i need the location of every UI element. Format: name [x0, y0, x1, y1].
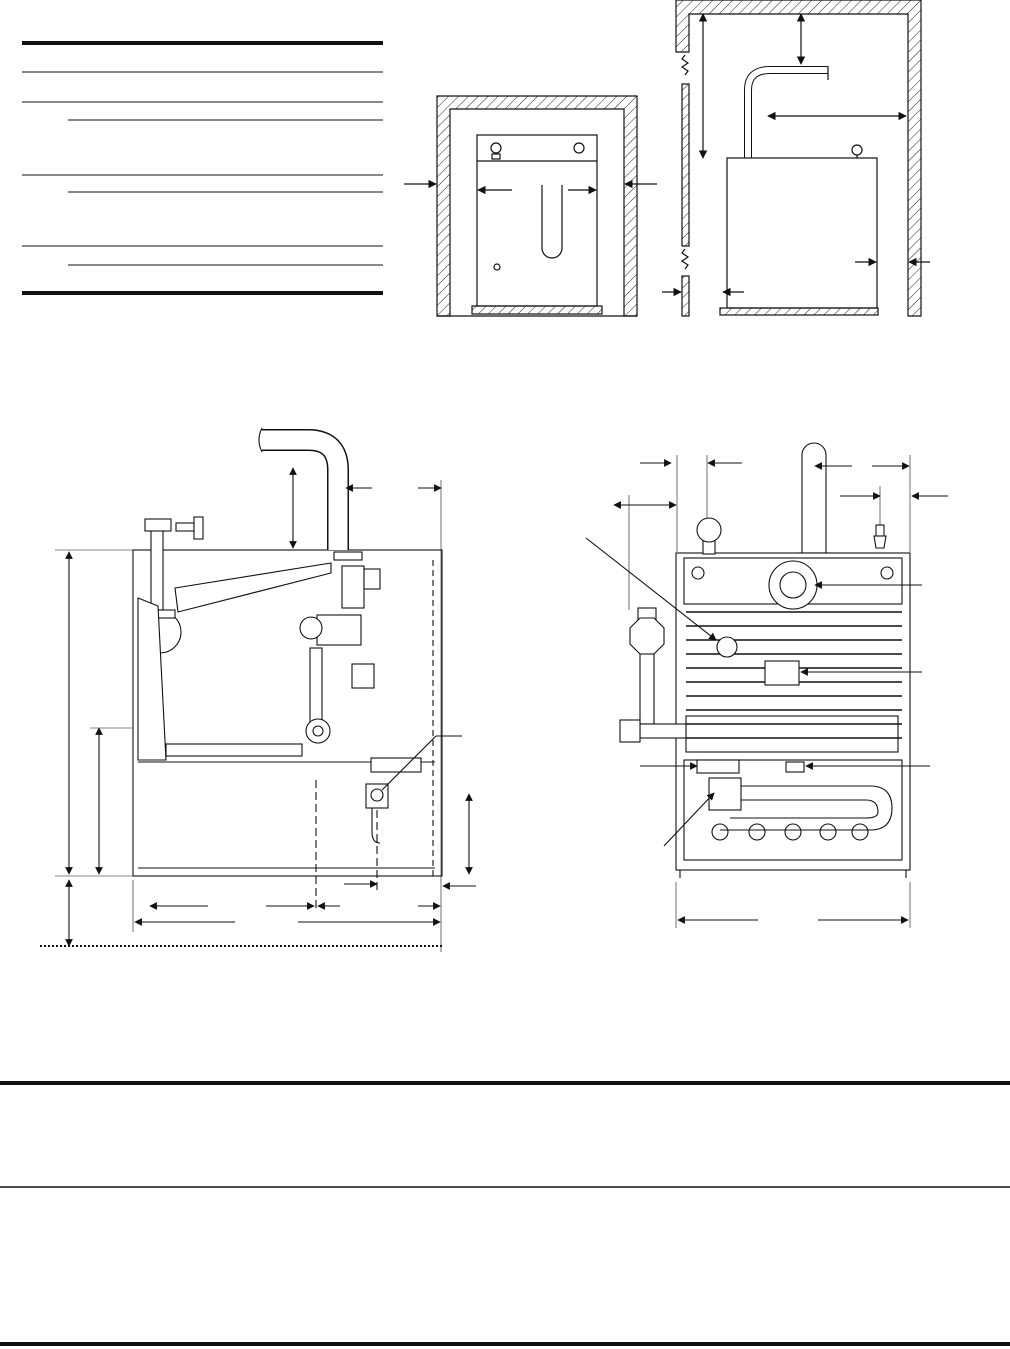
notes-section — [0, 1083, 1010, 1344]
front-elevation — [586, 443, 948, 928]
clearance-table — [22, 43, 383, 293]
side-clearance-view — [662, 0, 930, 316]
front-clearance-view — [404, 96, 657, 316]
left-side-elevation — [40, 428, 476, 952]
